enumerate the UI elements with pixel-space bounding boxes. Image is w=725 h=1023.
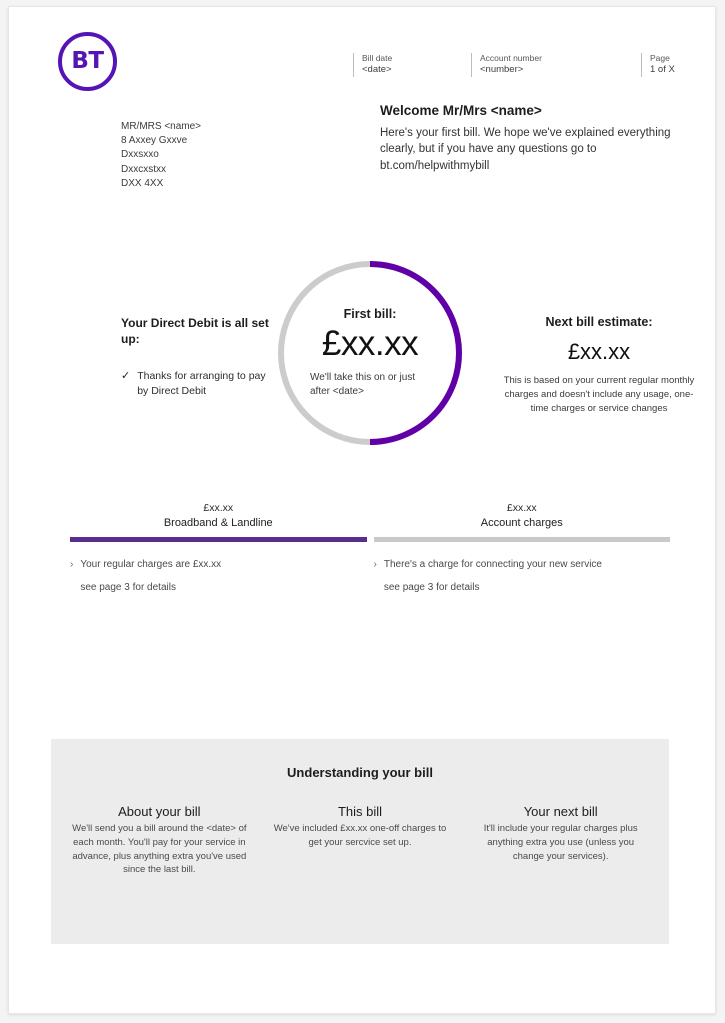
check-icon: ✓ [121, 370, 131, 383]
meta-value-page: 1 of X [650, 64, 675, 76]
meta-field-page [641, 53, 683, 77]
charge-detail-text-account [384, 558, 602, 595]
bill-page [8, 6, 716, 1014]
next-bill-estimate-note: This is based on your current regular monthly charges and doesn't include any usage, one-time charges or service changes [503, 375, 695, 414]
meta-label-account-number: Account number [480, 53, 542, 63]
donut-content [275, 258, 465, 448]
direct-debit-title: Your Direct Debit is all set up: [121, 316, 269, 347]
charge-detail-broadband [70, 558, 367, 595]
charge-bar-account [374, 537, 671, 542]
chevron-right-icon: › [373, 559, 377, 571]
welcome-body: Here's your first bill. We hope we've explained everything clearly, but if you have any questions go to bt.com/helpwithmybill [380, 127, 671, 172]
understanding-heading-this-bill: This bill [337, 804, 383, 819]
understanding-body-this-bill: We've included £xx.xx one-off charges to get your sercvice set up. [273, 823, 447, 848]
first-bill-label: First bill: [343, 307, 397, 322]
understanding-body-about: We'll send you a bill around the <date> of each month. You'll pay for your service in advance, plus anything extra you've used since the last bill. [72, 823, 247, 876]
first-bill-donut [275, 258, 465, 448]
meta-value-account-number: <number> [480, 64, 524, 76]
understanding-body-next-bill: It'll include your regular charges plus anything extra you use (unless you change your services). [483, 823, 638, 862]
charge-name-account: Account charges [480, 516, 563, 529]
understanding-column-this-bill [260, 804, 461, 877]
direct-debit-text: Thanks for arranging to pay by Direct Debit [137, 370, 266, 398]
charge-amount-broadband: £xx.xx [203, 502, 234, 514]
welcome-title: Welcome Mr/Mrs <name> [380, 103, 542, 118]
meta-label-bill-date: Bill date [362, 53, 393, 63]
address-line-1: MR/MRS <name> [121, 121, 202, 132]
address-line-4: Dxxcxstxx [121, 163, 166, 175]
charge-column-account [374, 501, 671, 595]
direct-debit-block [121, 315, 271, 399]
bt-logo-text: BT [71, 48, 104, 74]
charge-column-broadband [70, 501, 367, 595]
address-line-5: DXX 4XX [121, 177, 164, 189]
charge-detail-line2-account: see page 3 for details [383, 581, 480, 593]
meta-field-account-number [471, 53, 641, 77]
charge-amount-account: £xx.xx [506, 502, 537, 514]
welcome-block [380, 103, 680, 174]
charge-heading-broadband [70, 501, 367, 531]
charges-summary [70, 501, 670, 595]
first-bill-amount: £xx.xx [321, 324, 419, 364]
charge-detail-line1-account: There's a charge for connecting your new service [383, 559, 602, 571]
meta-field-bill-date [353, 53, 471, 77]
charge-heading-account [374, 501, 671, 531]
direct-debit-row [121, 369, 271, 399]
understanding-heading-next-bill: Your next bill [523, 804, 598, 819]
bt-logo [58, 32, 117, 91]
charge-bar-broadband [70, 537, 367, 542]
bill-meta-header [353, 53, 683, 77]
next-bill-estimate-block [499, 315, 699, 415]
address-line-2: 8 Axxey Gxxve [121, 135, 188, 147]
understanding-columns [51, 804, 669, 877]
next-bill-estimate-title: Next bill estimate: [545, 315, 653, 329]
understanding-title: Understanding your bill [287, 765, 433, 780]
first-bill-note: We'll take this on or just after <date> [310, 372, 416, 397]
charge-detail-line2-broadband: see page 3 for details [80, 581, 176, 593]
understanding-your-bill-section [51, 739, 669, 944]
understanding-column-next-bill [460, 804, 661, 877]
meta-label-page: Page [650, 53, 670, 63]
charge-detail-account [374, 558, 671, 595]
meta-value-bill-date: <date> [362, 64, 392, 76]
charge-detail-line1-broadband: Your regular charges are £xx.xx [80, 559, 222, 571]
customer-address [121, 120, 201, 191]
address-line-3: Dxxsxxo [121, 149, 159, 161]
charge-name-broadband: Broadband & Landline [163, 516, 273, 529]
understanding-heading-about: About your bill [118, 804, 201, 819]
understanding-column-about [59, 804, 260, 877]
charge-detail-text-broadband [80, 558, 221, 595]
chevron-right-icon: › [70, 559, 74, 571]
next-bill-estimate-amount: £xx.xx [567, 339, 631, 364]
